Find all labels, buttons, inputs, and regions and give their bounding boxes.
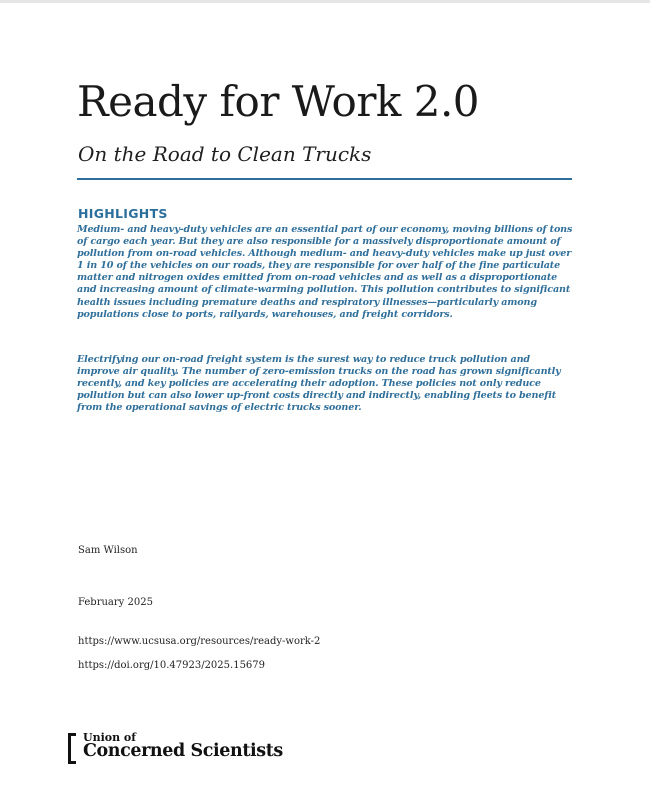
title-divider [77,178,572,180]
highlights-paragraph-2: Electrifying our on-road freight system is the surest way to reduce truck pollution and improve air quality. The number of zero-emission trucks on the road has grown significantly recently, and key policies are accelerating their adoption. These policies not only reduce pollution but can also lower up-front costs directly and indirectly, enabling fleets to benefit from the operational savings of electric trucks sooner. [77,354,561,414]
logo-bracket-icon [68,733,71,764]
doi-link[interactable]: https://doi.org/10.47923/2025.15679 [78,660,266,671]
highlights-heading: HIGHLIGHTS [78,206,168,221]
ucs-logo [68,731,308,767]
document-subtitle: On the Road to Clean Trucks [78,142,372,166]
logo-text-line1: Union of [83,731,137,744]
highlights-paragraph-1: Medium- and heavy-duty vehicles are an essential part of our economy, moving billions of tons of cargo each year. But they are also responsible for a massively disproportionate amount of pollution from on-road vehicles. Although medium- and heavy-duty vehicles make up just over 1 in 10 of the vehicles on our roads, they are responsible for over half of the fine particulate matter and nitrogen oxides emitted from on-road vehicles and as well as a disproportionate and increasing amount of climate-warming pollution. This pollution contributes to significant health issues including premature deaths and respiratory illnesses—particularly among populations close to ports, railyards, warehouses, and freight corridors. [77,224,573,320]
logo-text-line2: Concerned Scientists [83,741,283,761]
page-top-border [0,0,650,3]
resource-url-link[interactable]: https://www.ucsusa.org/resources/ready-work-2 [78,636,321,647]
document-title: Ready for Work 2.0 [77,77,480,126]
publication-date: February 2025 [78,597,153,608]
author-name: Sam Wilson [78,545,138,556]
